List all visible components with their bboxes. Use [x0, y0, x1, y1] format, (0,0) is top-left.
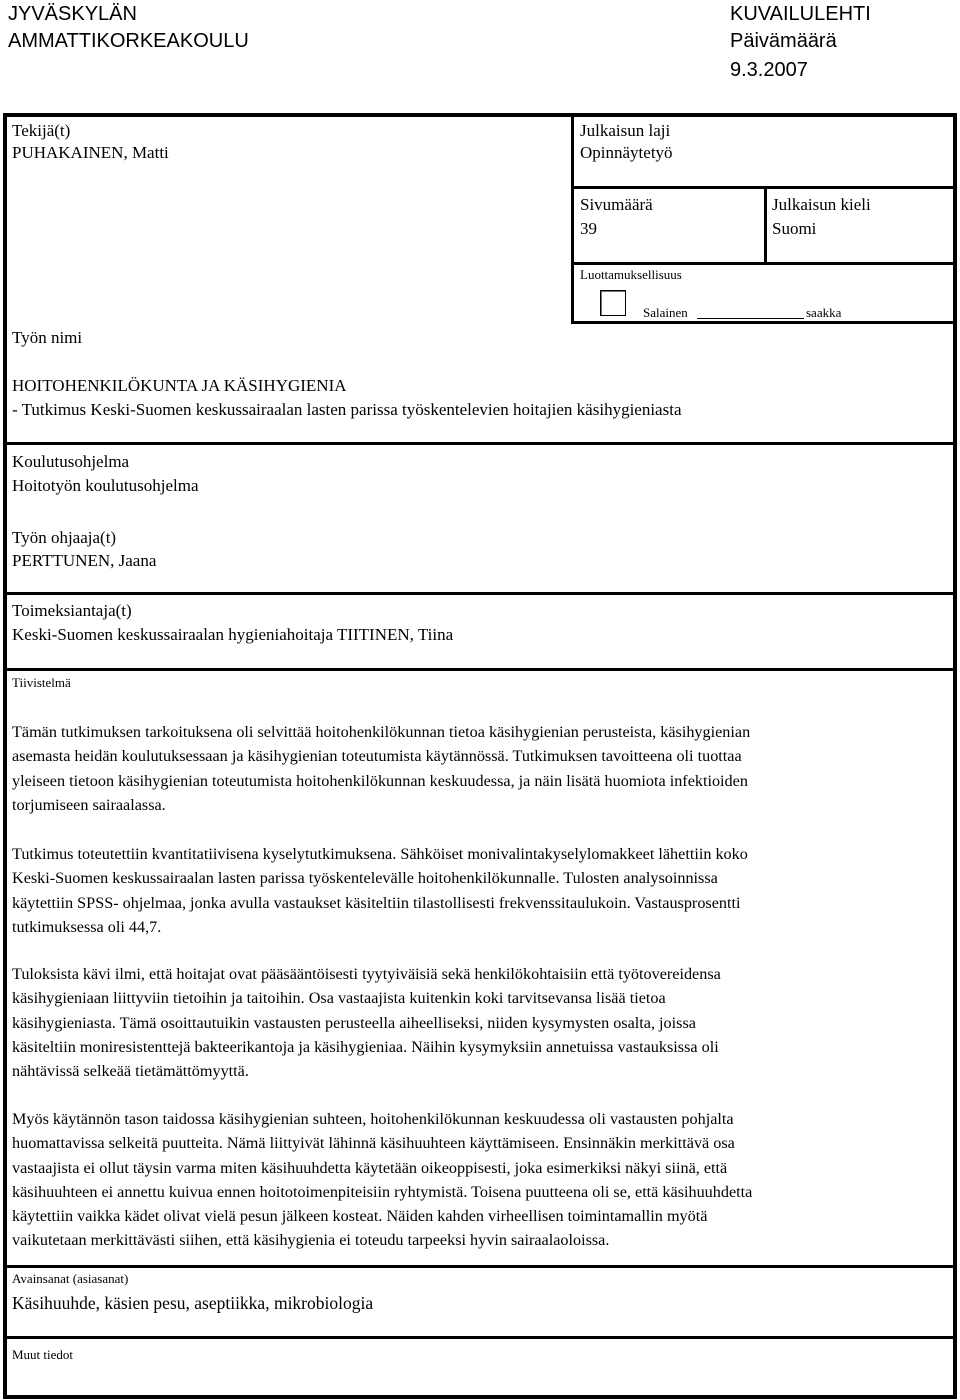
divider-commissioner	[3, 668, 957, 671]
secret-until-line[interactable]	[697, 318, 804, 319]
abstract-line: käsiteltiin moniresistenttejä bakteerikantoja ja käsihygieniaa. Näihin kysymyksiin annetuissa vastauksissa oli	[12, 1037, 719, 1056]
divider-title	[3, 442, 957, 445]
page-count-label: Sivumäärä	[580, 195, 653, 214]
abstract-line: Tutkimus toteutettiin kvantitatiivisena kyselytutkimuksena. Sähköiset monivalintakyselylomakkeet lähettiin koko	[12, 845, 748, 863]
divider-pages	[571, 262, 957, 265]
work-title-line1: HOITOHENKILÖKUNTA JA KÄSIHYGIENIA	[12, 376, 347, 395]
abstract-line: asemasta heidän koulutuksessaan ja käsihygienian toteutumista käytännössä. Tutkimuksen tavoitteena oli tuottaa	[12, 747, 742, 766]
secret-until-label: saakka	[806, 305, 842, 320]
author-value: PUHAKAINEN, Matti	[12, 143, 169, 162]
abstract-paragraph-1	[12, 720, 948, 817]
divider-keywords	[3, 1336, 957, 1339]
abstract-line: Myös käytännön tason taidossa käsihygienian suhteen, hoitohenkilökunnan keskuudessa oli vastausten pohjalta	[12, 1110, 734, 1128]
abstract-line: käytettiin SPSS- ohjelmaa, jonka avulla vastaukset käsiteltiin tilastollisesti frekvenssitaulukoin. Vastausprosentti	[12, 893, 741, 912]
author-label: Tekijä(t)	[12, 121, 71, 140]
form-border-right	[953, 113, 957, 1399]
divider-author-vertical	[571, 113, 574, 323]
work-title-label: Työn nimi	[12, 328, 83, 347]
keywords-label: Avainsanat (asiasanat)	[12, 1271, 129, 1286]
divider-abstract	[3, 1265, 957, 1268]
form-border-left	[3, 113, 7, 1399]
commissioner-value: Keski-Suomen keskussairaalan hygieniahoitaja TIITINEN, Tiina	[12, 625, 454, 644]
document-type: KUVAILULEHTI	[730, 3, 871, 25]
publication-type-label: Julkaisun laji	[580, 121, 671, 140]
secret-label: Salainen	[643, 305, 688, 320]
abstract-label: Tiivistelmä	[12, 675, 71, 690]
form-border-bottom	[3, 1395, 957, 1399]
institution-name-line2: AMMATTIKORKEAKOULU	[8, 30, 249, 52]
divider-pages-lang-vertical	[764, 186, 767, 264]
supervisor-value: PERTTUNEN, Jaana	[12, 551, 157, 570]
abstract-paragraph-2	[12, 842, 948, 939]
confidentiality-label: Luottamuksellisuus	[580, 267, 682, 282]
abstract-line: Keski-Suomen keskussairaalan lasten parissa työskentelevälle hoitohenkilökunnalle. Tulosten analysoinnissa	[12, 869, 718, 888]
abstract-line: nähtävissä selkeää tietämättömyyttä.	[12, 1062, 249, 1081]
divider-confidentiality	[571, 321, 957, 324]
divider-programme	[3, 592, 957, 595]
degree-programme-value: Hoitotyön koulutusohjelma	[12, 476, 199, 495]
abstract-line: käsihuuhteen ei annettu kuivua ennen hoitotoimenpiteisiin ryhtymistä. Toisena puutteena oli se, että käsihuuhdetta	[12, 1182, 753, 1201]
abstract-line: käytettiin vaikka kädet olivat vielä pesun jälkeen kosteat. Näiden kahden virheellisen toimintamallin myötä	[12, 1207, 708, 1226]
abstract-line: yleiseen tietoon käsihygienian toteutumista hoitohenkilökunnan keskuudessa, ja näin lisätä huomiota infektioiden	[12, 771, 748, 790]
abstract-paragraph-3	[12, 962, 948, 1083]
form-border-top	[3, 113, 957, 117]
page-count-value: 39	[580, 219, 597, 238]
publication-type-value: Opinnäytetyö	[580, 143, 673, 162]
abstract-paragraph-4	[12, 1107, 948, 1253]
abstract-line: tutkimuksessa oli 44,7.	[12, 917, 162, 936]
institution-name-line1: JYVÄSKYLÄN	[8, 3, 137, 25]
keywords-value: Käsihuuhde, käsien pesu, aseptiikka, mikrobiologia	[12, 1293, 374, 1313]
secret-checkbox[interactable]	[600, 290, 626, 316]
degree-programme-label: Koulutusohjelma	[12, 452, 130, 471]
abstract-line: käsihygieniaan liittyviin tietoihin ja taitoihin. Osa vastaajista kuitenkin koki tarvitsevansa lisää tietoa	[12, 989, 666, 1008]
publication-language-label: Julkaisun kieli	[772, 195, 871, 214]
work-title-line2: - Tutkimus Keski-Suomen keskussairaalan lasten parissa työskentelevien hoitajien käsihygieniasta	[12, 400, 682, 419]
supervisor-label: Työn ohjaaja(t)	[12, 528, 117, 547]
abstract-line: huomattavissa selkeitä puutteita. Nämä liittyivät lähinnä käsihuuhteen käyttämiseen. Ensinnäkin merkittävä osa	[12, 1134, 735, 1153]
abstract-line: torjumiseen sairaalassa.	[12, 795, 166, 814]
date-label: Päivämäärä	[730, 30, 837, 52]
abstract-line: vaikutetaan merkittävästi siihen, että käsihygienia ei toteudu tarpeeksi hyvin sairaalaoloissa.	[12, 1231, 610, 1250]
abstract-line: Tuloksista kävi ilmi, että hoitajat ovat pääsääntöisesti tyytyiväisiä sekä henkilökohtaisiin että työtovereidensa	[12, 965, 721, 983]
abstract-line: vastaajista ei ollut täysin varma miten käsihuuhdetta käytetään oikeoppisesti, joka esimerkiksi näkyi siinä, että	[12, 1158, 728, 1177]
publication-language-value: Suomi	[772, 219, 817, 238]
abstract-line: Tämän tutkimuksen tarkoituksena oli selvittää hoitohenkilökunnan tietoa käsihygienian perusteista, käsihygienian	[12, 723, 751, 741]
abstract-line: käsihygieniasta. Tämä osoittautuikin vastausten perusteella aiheelliseksi, niiden kysymysten osalta, joissa	[12, 1013, 696, 1032]
other-info-label: Muut tiedot	[12, 1347, 74, 1362]
date-value: 9.3.2007	[730, 59, 808, 81]
commissioner-label: Toimeksiantaja(t)	[12, 601, 132, 620]
